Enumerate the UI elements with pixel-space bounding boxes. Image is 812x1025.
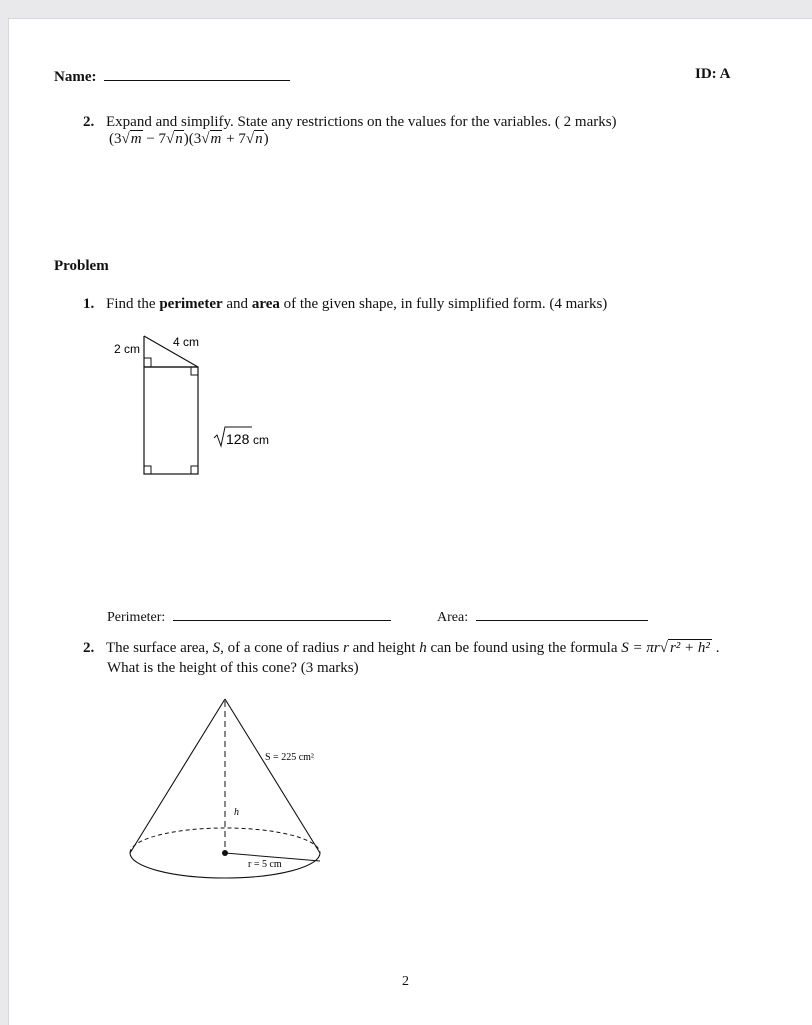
var-s: S: [212, 640, 221, 656]
problem-1: [83, 296, 607, 313]
cone-slant-right: [225, 699, 320, 853]
sqrt-m1: √m: [121, 131, 142, 147]
expr-close: ): [263, 131, 269, 147]
name-label: Name:: [54, 69, 97, 85]
document-page: [8, 18, 812, 1025]
q2-text: and height: [348, 640, 420, 656]
area-label: Area:: [437, 610, 469, 625]
question-2-top: [83, 114, 617, 131]
formula-sqrt: √ r² + h²: [659, 640, 710, 656]
q1-text-before: Find the: [106, 296, 160, 312]
q2-text: , of a cone of radius: [220, 640, 343, 656]
shape-figure: [104, 334, 304, 504]
area-field: [437, 606, 648, 626]
section-title: Problem: [54, 258, 109, 274]
perimeter-label: Perimeter:: [107, 610, 166, 625]
sqrt-n2: √n: [245, 131, 263, 147]
expr-mid: )(3: [183, 131, 202, 147]
label-4cm: 4 cm: [173, 335, 200, 349]
q2-text-line2: What is the height of this cone? (3 marks): [107, 660, 359, 676]
right-angle-mark: [191, 466, 198, 474]
perimeter-answer-line[interactable]: [173, 606, 391, 621]
question-number: 1.: [83, 296, 95, 312]
right-angle-mark: [191, 367, 198, 375]
label-height: h: [234, 807, 239, 818]
rectangle: [144, 367, 198, 474]
expr-minus: − 7: [142, 131, 167, 147]
q1-text-mid: and: [222, 296, 252, 312]
var-h: h: [419, 640, 427, 656]
problem-2: [83, 640, 719, 657]
q1-text-after: of the given shape, in fully simplified form. (4 marks): [279, 296, 608, 312]
right-angle-mark: [144, 358, 151, 367]
cone-center-dot: [222, 850, 228, 856]
area-answer-line[interactable]: [476, 606, 648, 621]
question-number: 2.: [83, 640, 95, 656]
q2-text: The surface area,: [106, 640, 213, 656]
id-label: ID: A: [695, 66, 731, 82]
var-r: r: [342, 640, 349, 656]
label-radius: r = 5 cm: [248, 859, 282, 870]
name-blank-line[interactable]: [104, 66, 290, 81]
cone-slant-left: [130, 699, 225, 853]
question-number: 2.: [83, 114, 95, 130]
label-2cm: 2 cm: [114, 342, 141, 356]
q2-text: can be found using the formula: [426, 640, 622, 656]
radical-expression: [109, 131, 269, 148]
label-surface-area: S = 225 cm²: [265, 752, 314, 763]
sqrt-n1: √n: [166, 131, 183, 147]
q1-bold-perimeter: perimeter: [159, 296, 223, 312]
right-angle-mark: [144, 466, 151, 474]
perimeter-field: [107, 606, 391, 626]
page-number: 2: [402, 974, 409, 989]
q1-bold-area: area: [251, 296, 280, 312]
question-text: Expand and simplify. State any restrictions on the values for the variables. ( 2 marks): [106, 114, 617, 130]
name-field: [54, 66, 290, 86]
expr-open: (3: [109, 131, 122, 147]
formula-lhs: S = πr: [621, 640, 660, 656]
svg-text:128: 128: [226, 431, 250, 447]
svg-text:cm: cm: [253, 433, 269, 447]
label-sqrt-128: [214, 427, 269, 447]
formula-end: .: [711, 640, 720, 656]
sqrt-m2: √m: [201, 131, 222, 147]
expr-plus: + 7: [222, 131, 246, 147]
cone-figure: [124, 697, 344, 907]
cone-base-front: [130, 853, 320, 878]
